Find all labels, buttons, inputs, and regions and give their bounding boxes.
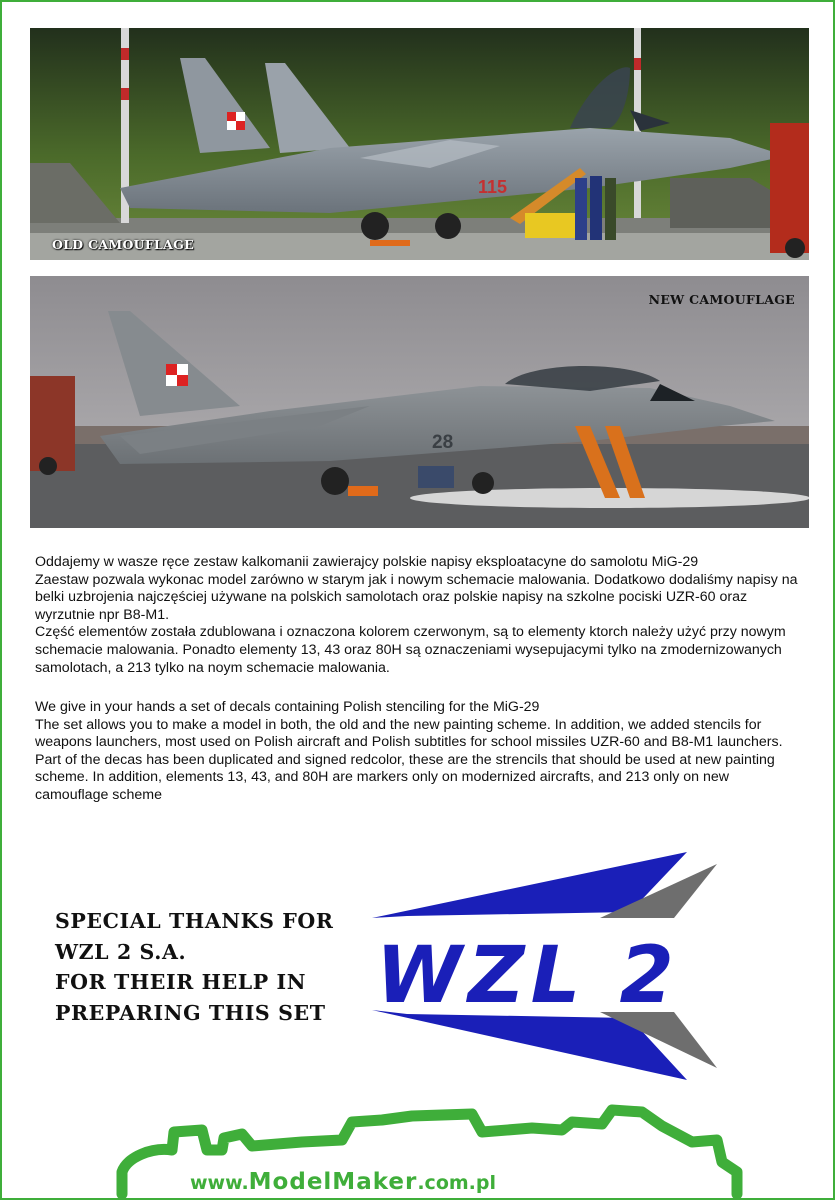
new-camouflage-caption: NEW CAMOUFLAGE xyxy=(648,292,795,307)
polish-paragraph-2: Zaestaw pozwala wykonac model zarówno w starym jak i nowym schemacie malowania. Dodatkowo dodaliśmy napisy na belki uzbrojenia najczęściej używane na polskich samolotach oraz polskie napisy na szkolne pociski UZR-60 oraz wyrzutnie npr B8-M1. xyxy=(35,571,798,623)
footer-website-link[interactable] xyxy=(190,1169,650,1195)
polish-paragraph-3: Część elementów została zdublowana i oznaczona kolorem czerwonym, są to elementy ktorch należy użyć przy nowym schemacie malowania. Ponadto elementy 13, 43 oraz 80H są oznaczeniami wysepujacymi tylko na zmodernizowanych samolotach, a 213 tylko na noym schemacie malowania. xyxy=(35,624,786,676)
english-paragraph-3: Part of the decas has been duplicated and signed redcolor, these are the strencils that should be used at new painting scheme. In addition, elements 13, 43, and 80H are markers only on modernized aircrafts, and 213 only on new camouflage scheme xyxy=(35,751,775,803)
footer-url-suffix: .com.pl xyxy=(417,1172,497,1194)
thanks-line-3: FOR THEIR HELP IN xyxy=(55,970,307,994)
special-thanks xyxy=(55,906,333,1028)
thanks-line-2: WZL 2 S.A. xyxy=(55,939,187,964)
mig29-new-image xyxy=(30,276,809,528)
thanks-line-4: PREPARING THIS SET xyxy=(55,1000,326,1025)
english-paragraph-2: The set allows you to make a model in both, the old and the new painting scheme. In addition, we added stencils for weapons launchers, most used on Polish aircraft and Polish subtitles for school missiles UZR-60 and B8-M1 launchers. xyxy=(35,716,783,751)
thanks-line-1: SPECIAL THANKS FOR xyxy=(55,909,334,933)
wzl2-logo xyxy=(362,850,727,1085)
english-paragraph-1: We give in your hands a set of decals containing Polish stenciling for the MiG-29 xyxy=(35,699,540,715)
old-camouflage-photo xyxy=(30,28,809,260)
svg-text:28: 28 xyxy=(432,432,454,453)
old-camouflage-caption: OLD CAMOUFLAGE xyxy=(52,237,194,252)
logo-text: WZL 2 xyxy=(376,931,680,1021)
mig29-old-image xyxy=(30,28,809,260)
new-camouflage-photo xyxy=(30,276,809,528)
footer-url-brand: ModelMaker xyxy=(248,1169,418,1195)
footer-url-prefix: www. xyxy=(190,1172,249,1194)
english-description xyxy=(35,699,805,805)
polish-paragraph-1: Oddajemy w wasze ręce zestaw kalkomanii zawierajcy polskie napisy eksploatacyne do samolotu MiG-29 xyxy=(35,554,699,570)
polish-description xyxy=(35,554,805,677)
svg-text:115: 115 xyxy=(478,177,508,197)
